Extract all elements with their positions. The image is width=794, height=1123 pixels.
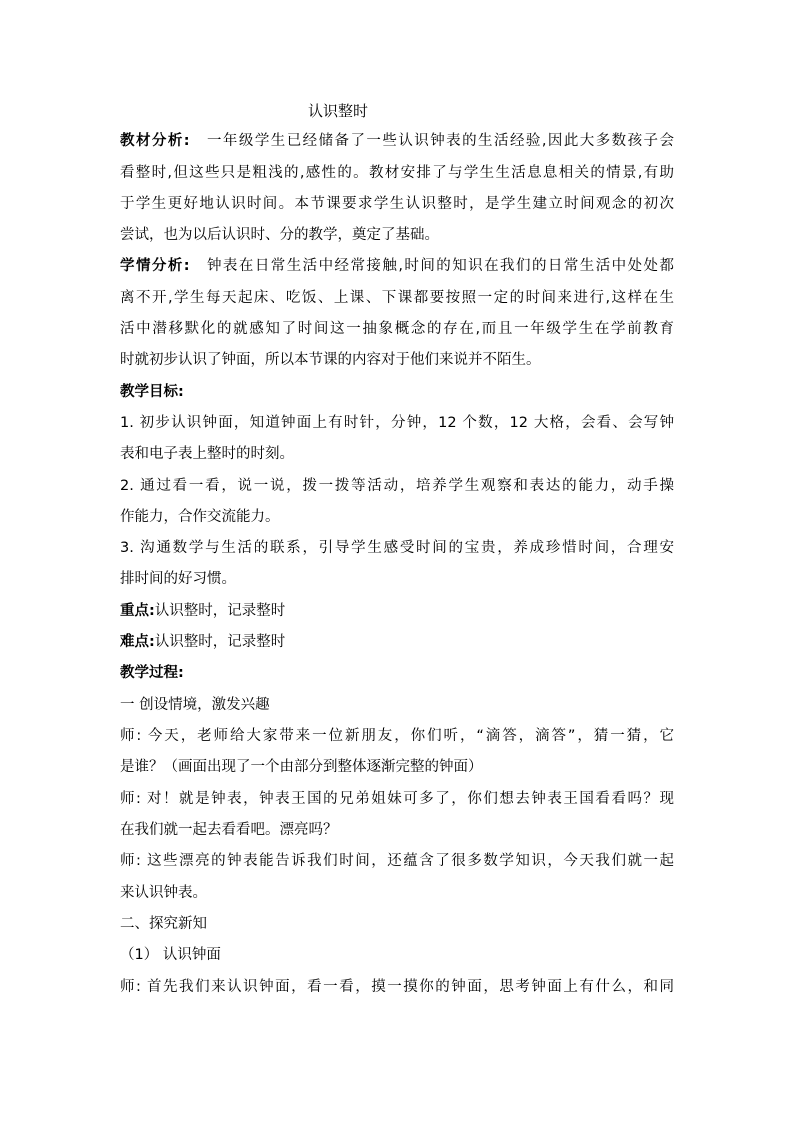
text-line [120, 318, 674, 340]
section-label: 教学目标: [120, 384, 184, 400]
line-text: 尝试，也为以后认识时、分的教学，奠定了基础。 [120, 227, 439, 243]
line-text: 师: 这些漂亮的钟表能告诉我们时间，还蕴含了很多数学知识，今天我们就一起 [120, 853, 674, 869]
text-line [120, 130, 674, 152]
text-line [120, 913, 207, 935]
line-text: 认识整时，记录整时 [154, 603, 286, 619]
line-text: 离不开,学生每天起床、吃饭、上课、下课都要按照一定的时间来进行,这样在生 [120, 290, 674, 306]
line-text: 表和电子表上整时的时刻。 [120, 446, 294, 462]
line-text: 在我们就一起去看看吧。漂亮吗？ [120, 822, 338, 838]
text-line [120, 944, 221, 966]
section-label: 教材分析: [120, 133, 190, 149]
line-text: 一年级学生已经储备了一些认识钟表的生活经验,因此大多数孩子会 [189, 133, 674, 149]
line-text: 活中潜移默化的就感知了时间这一抽象概念的存在,而且一年级学生在学前教育 [120, 321, 674, 337]
line-text: 时就初步认识了钟面，所以本节课的内容对于他们来说并不陌生。 [120, 352, 541, 368]
text-line [120, 694, 270, 716]
line-text: 认识整时，记录整时 [154, 634, 286, 650]
section-label: 难点: [120, 634, 155, 650]
text-line [120, 381, 184, 403]
text-line [120, 600, 285, 622]
line-text: 3. 沟通数学与生活的联系，引导学生感受时间的宝贵，养成珍惜时间，合理安 [120, 540, 674, 556]
line-text: 师: 首先我们来认识钟面，看一看，摸一摸你的钟面，思考钟面上有什么，和同 [120, 979, 674, 995]
line-text: 2. 通过看一看，说一说，拨一拨等活动，培养学生观察和表达的能力，动手操 [120, 478, 674, 494]
text-line [120, 976, 674, 998]
line-text: 看整时,但这些只是粗浅的,感性的。教材安排了与学生生活息息相关的情景,有助 [120, 165, 674, 181]
text-line [120, 537, 674, 559]
line-text: 二、探究新知 [120, 916, 207, 932]
line-text: 钟表在日常生活中经常接触,时间的知识在我们的日常生活中处处都 [189, 258, 674, 274]
text-line [120, 662, 184, 684]
text-line [120, 162, 674, 184]
text-line [120, 882, 207, 904]
line-text: 排时间的好习惯。 [120, 571, 236, 587]
text-line [120, 443, 294, 465]
line-text: 是谁？（画面出现了一个由部分到整体逐渐完整的钟面） [120, 759, 483, 775]
line-text: （1） 认识钟面 [120, 947, 221, 963]
section-label: 重点: [120, 603, 155, 619]
text-line [120, 506, 280, 528]
text-line [120, 224, 439, 246]
section-label: 教学过程: [120, 665, 184, 681]
text-line [120, 819, 338, 841]
text-line [120, 788, 674, 810]
section-label: 学情分析: [120, 258, 190, 274]
line-text: 于学生更好地认识时间。本节课要求学生认识整时，是学生建立时间观念的初次 [120, 196, 674, 212]
text-line [120, 193, 674, 215]
page-title: 认识整时 [308, 102, 369, 120]
line-text: 1. 初步认识钟面，知道钟面上有时针，分钟，12 个数，12 大格，会看、会写钟 [120, 415, 674, 431]
line-text: 师: 对！就是钟表，钟表王国的兄弟姐妹可多了，你们想去钟表王国看看吗？现 [120, 791, 674, 807]
line-text: 作能力，合作交流能力。 [120, 509, 280, 525]
text-line [120, 756, 483, 778]
line-text: 师: 今天，老师给大家带来一位新朋友，你们听，“滴答，滴答”，猜一猜，它 [120, 728, 674, 744]
line-text: 来认识钟表。 [120, 885, 207, 901]
text-line [120, 475, 674, 497]
text-line [120, 725, 674, 747]
text-line [120, 631, 285, 653]
text-line [120, 255, 674, 277]
line-text: 一 创设情境，激发兴趣 [120, 697, 270, 713]
text-line [120, 412, 674, 434]
text-line [120, 349, 541, 371]
text-line [120, 850, 674, 872]
text-line [120, 568, 236, 590]
text-line [120, 287, 674, 309]
